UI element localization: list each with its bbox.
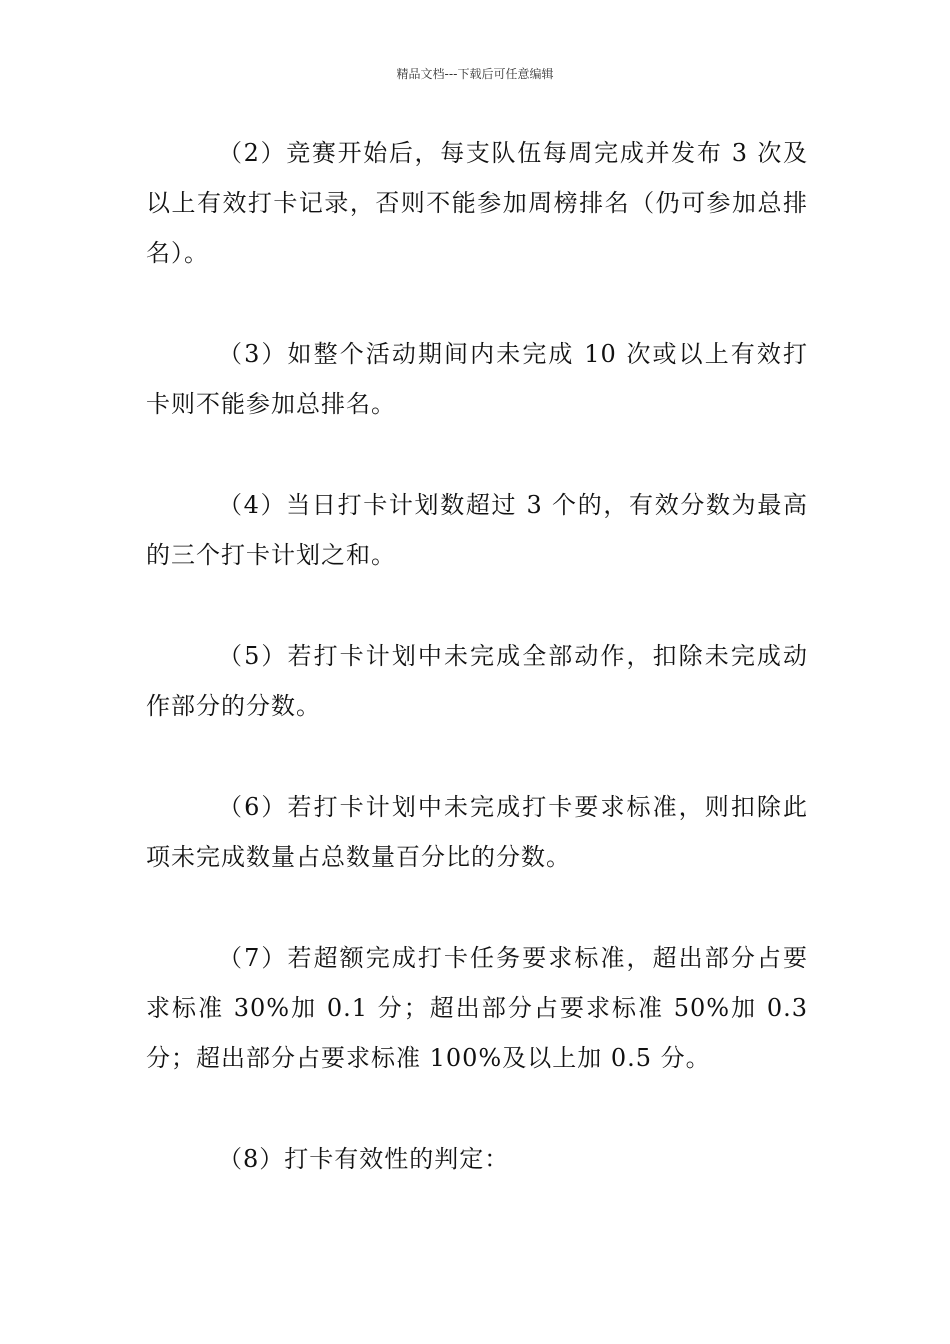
paragraph-rule-3: （3）如整个活动期间内未完成 10 次或以上有效打卡则不能参加总排名。: [146, 340, 808, 418]
paragraph-rule-4: （4）当日打卡计划数超过 3 个的，有效分数为最高的三个打卡计划之和。: [146, 491, 808, 569]
paragraph-rule-5: （5）若打卡计划中未完成全部动作，扣除未完成动作部分的分数。: [146, 642, 808, 720]
document-body: [146, 128, 808, 1235]
paragraph-rule-2: （2）竞赛开始后，每支队伍每周完成并发布 3 次及以上有效打卡记录，否则不能参加周榜排名（仍可参加总排名）。: [146, 139, 808, 267]
paragraph-rule-6: （6）若打卡计划中未完成打卡要求标准，则扣除此项未完成数量占总数量百分比的分数。: [146, 793, 808, 871]
paragraph-rule-8: （8）打卡有效性的判定：: [218, 1145, 510, 1173]
paragraph-rule-7: （7）若超额完成打卡任务要求标准，超出部分占要求标准 30%加 0.1 分；超出部分占要求标准 50%加 0.3 分；超出部分占要求标准 100%及以上加 0.5 分。: [146, 944, 808, 1072]
page-header: 精品文档---下载后可任意编辑: [396, 67, 554, 81]
